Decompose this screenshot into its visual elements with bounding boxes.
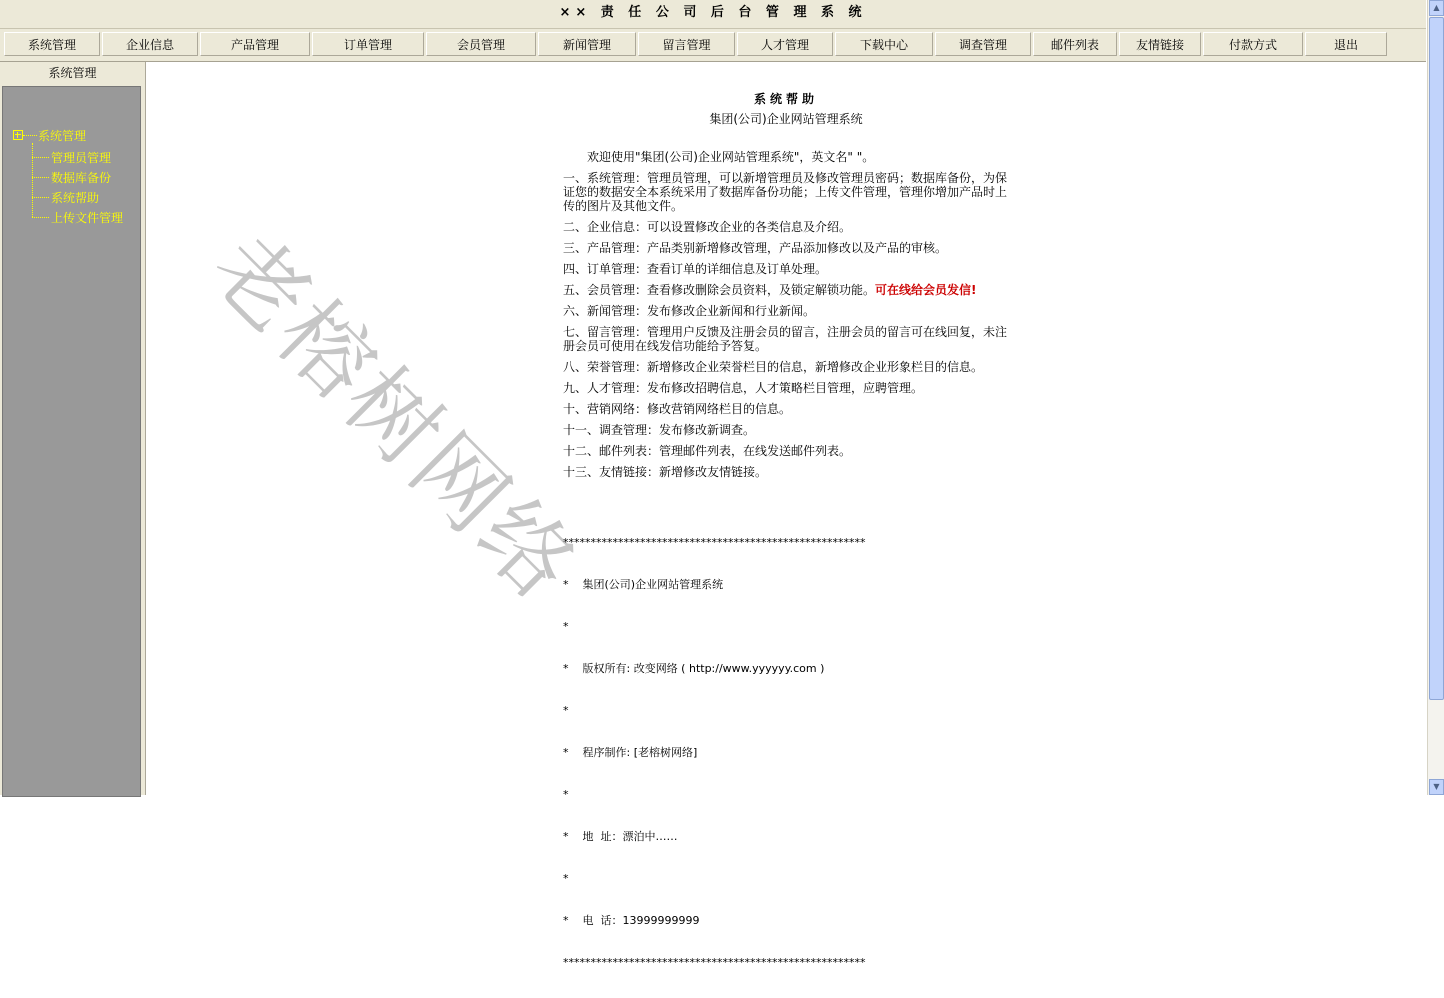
help-item: 十一、调查管理：发布修改新调查。 — [563, 423, 756, 437]
copyright-line: * — [563, 788, 569, 801]
menu-mail-list[interactable]: 邮件列表 — [1033, 32, 1117, 56]
member-mail-highlight: 可在线给会员发信! — [875, 283, 977, 297]
help-item: 八、荣誉管理：新增修改企业荣誉栏目的信息，新增修改企业形象栏目的信息。 — [563, 360, 984, 374]
copyright-line: * 集团(公司)企业网站管理系统 — [563, 578, 724, 591]
menu-members[interactable]: 会员管理 — [426, 32, 536, 56]
tree-connector — [32, 177, 49, 178]
tree-panel — [2, 86, 141, 797]
help-item: 六、新闻管理：发布修改企业新闻和行业新闻。 — [563, 304, 816, 318]
help-body — [563, 150, 1008, 486]
help-intro: 欢迎使用"集团(公司)企业网站管理系统"，英文名" "。 — [587, 150, 875, 164]
vertical-scrollbar[interactable] — [1427, 0, 1444, 795]
tree-item-help[interactable]: 系统帮助 — [51, 191, 100, 205]
help-subtitle: 集团(公司)企业网站管理系统 — [709, 112, 863, 126]
menu-payment[interactable]: 付款方式 — [1203, 32, 1303, 56]
menu-friend-links[interactable]: 友情链接 — [1119, 32, 1201, 56]
menu-products[interactable]: 产品管理 — [200, 32, 310, 56]
sidebar-title: 系统管理 — [48, 66, 97, 80]
tree-connector — [32, 143, 33, 217]
tree-connector — [32, 157, 49, 158]
help-item-text: 五、会员管理：查看修改删除会员资料，及锁定解锁功能。 — [563, 283, 876, 297]
help-item-members — [563, 283, 1008, 297]
help-title: 系统帮助 — [753, 92, 818, 106]
menu-logout[interactable]: 退出 — [1305, 32, 1387, 56]
copyright-line: * — [563, 872, 569, 885]
watermark: 老榕树网络 — [190, 214, 598, 622]
scroll-down-arrow-icon[interactable]: ▼ — [1429, 779, 1444, 795]
top-menu-bar — [0, 29, 1426, 62]
copyright-line: * — [563, 620, 569, 633]
tree-connector — [32, 197, 49, 198]
main-content — [146, 62, 1426, 969]
tree-item-upload[interactable]: 上传文件管理 — [51, 211, 124, 225]
menu-system[interactable]: 系统管理 — [4, 32, 100, 56]
tree-connector — [23, 135, 37, 136]
help-item: 一、系统管理：管理员管理，可以新增管理员及修改管理员密码；数据库备份，为保证您的数据安全本系统采用了数据库备份功能；上传文件管理，管理你增加产品时上传的图片及其他文件。 — [563, 171, 1008, 213]
menu-news[interactable]: 新闻管理 — [538, 32, 636, 56]
plus-icon[interactable] — [13, 130, 23, 140]
copyright-line: * 地 址：漂泊中…… — [563, 830, 678, 843]
menu-downloads[interactable]: 下载中心 — [835, 32, 933, 56]
menu-guestbook[interactable]: 留言管理 — [638, 32, 735, 56]
copyright-line: * — [563, 704, 569, 717]
tree-root-system[interactable]: 系统管理 — [38, 129, 87, 143]
copyright-border: ******************************************************* — [563, 956, 866, 969]
window-title: ×× 责 任 公 司 后 台 管 理 系 统 — [0, 0, 1426, 29]
copyright-line: * 程序制作: [老榕树网络] — [563, 746, 698, 759]
help-item: 二、企业信息：可以设置修改企业的各类信息及介绍。 — [563, 220, 852, 234]
help-item: 十、营销网络：修改营销网络栏目的信息。 — [563, 402, 792, 416]
sidebar — [0, 62, 146, 795]
help-item: 三、产品管理：产品类别新增修改管理，产品添加修改以及产品的审核。 — [563, 241, 948, 255]
tree-connector — [32, 217, 49, 218]
scroll-thumb[interactable] — [1429, 17, 1444, 700]
help-item: 九、人才管理：发布修改招聘信息，人才策略栏目管理，应聘管理。 — [563, 381, 924, 395]
scroll-up-arrow-icon[interactable]: ▲ — [1429, 0, 1444, 16]
menu-orders[interactable]: 订单管理 — [312, 32, 424, 56]
help-item: 十二、邮件列表：管理邮件列表，在线发送邮件列表。 — [563, 444, 852, 458]
copyright-line: * 版权所有: 改变网络 ( http://www.yyyyyy.com ) — [563, 662, 825, 675]
copyright-block — [563, 508, 1023, 998]
copyright-border: ******************************************************* — [563, 536, 866, 549]
tree-item-db-backup[interactable]: 数据库备份 — [51, 171, 112, 185]
tree-item-admin[interactable]: 管理员管理 — [51, 151, 112, 165]
copyright-line: * 电 话：13999999999 — [563, 914, 700, 927]
help-item: 七、留言管理：管理用户反馈及注册会员的留言，注册会员的留言可在线回复，未注册会员可使用在线发信功能给予答复。 — [563, 325, 1008, 353]
help-item: 十三、友情链接：新增修改友情链接。 — [563, 465, 768, 479]
menu-talent[interactable]: 人才管理 — [737, 32, 833, 56]
help-item: 四、订单管理：查看订单的详细信息及订单处理。 — [563, 262, 828, 276]
menu-surveys[interactable]: 调查管理 — [935, 32, 1031, 56]
menu-company-info[interactable]: 企业信息 — [102, 32, 198, 56]
